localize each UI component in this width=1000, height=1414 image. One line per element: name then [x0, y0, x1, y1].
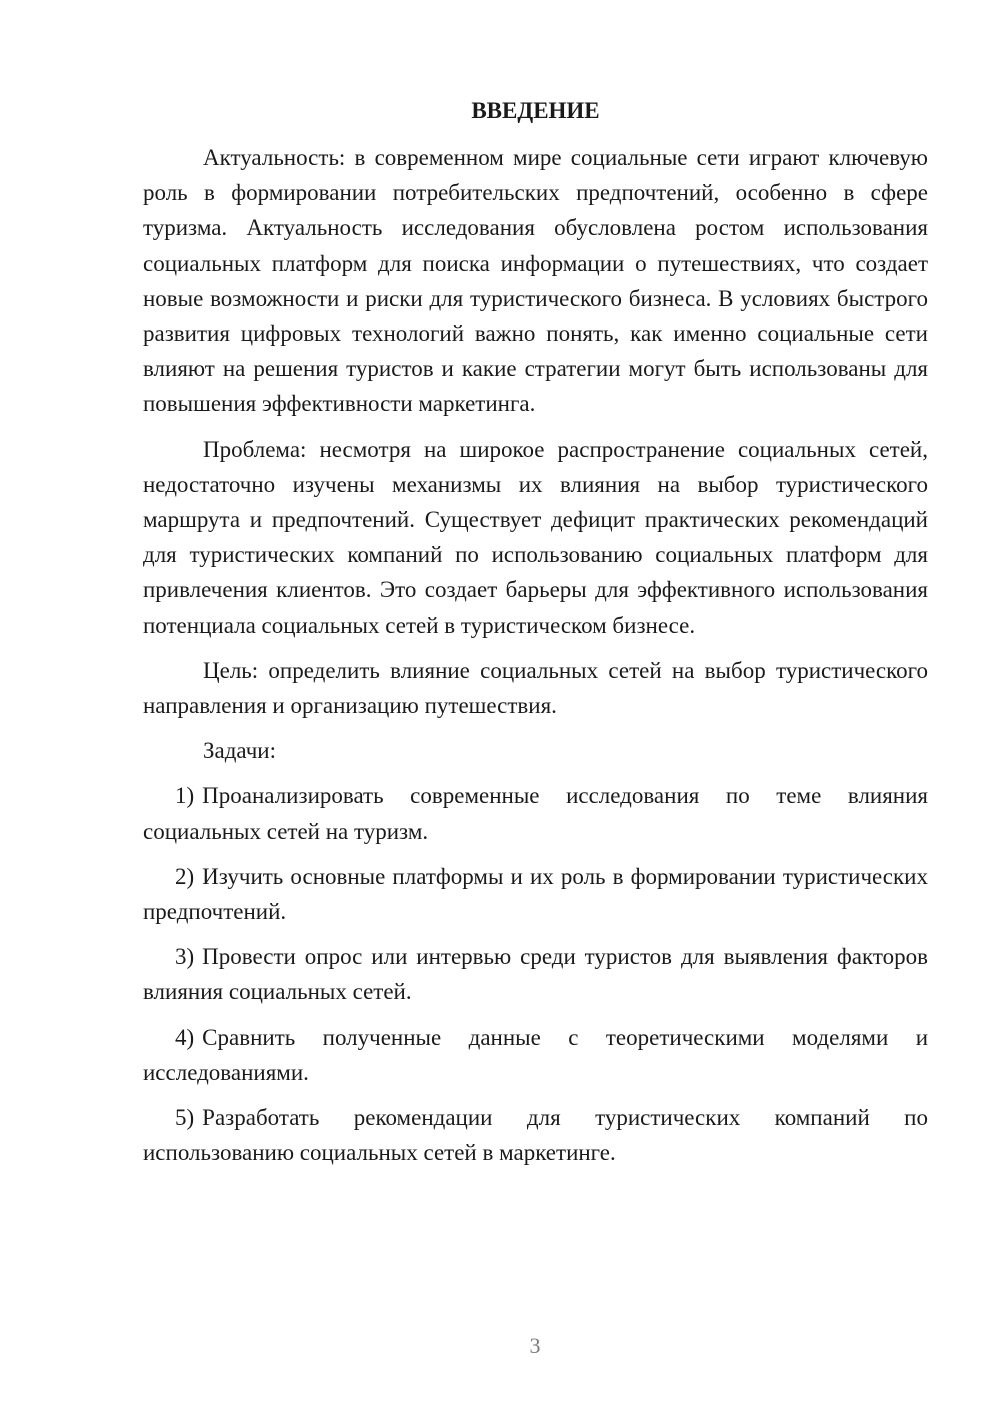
- task-item: [143, 859, 928, 929]
- task-number: 4): [175, 1024, 195, 1050]
- tasks-label: Задачи:: [203, 738, 276, 764]
- page-number: 3: [529, 1333, 541, 1358]
- task-text: Проанализировать современные исследования по теме влияния социальных сетей на туризм.: [143, 783, 928, 844]
- task-number: 5): [175, 1105, 195, 1131]
- section-heading: ВВЕДЕНИЕ: [471, 98, 600, 123]
- task-number: 3): [175, 944, 195, 970]
- task-item: [143, 778, 928, 848]
- task-item: [143, 939, 928, 1009]
- task-text: Изучить основные платформы и их роль в формировании туристических предпочтений.: [143, 863, 928, 925]
- task-text: Разработать рекомендации для туристических компаний по использованию социальных сетей в маркетинге.: [143, 1105, 928, 1166]
- task-item: [143, 1100, 928, 1170]
- relevance-paragraph: Актуальность: в современном мире социальные сети играют ключевую роль в формировании потребительских предпочтений, особенно в сфере туризма. Актуальность исследования обусловлена ростом использования социальных платформ для поиска информации о путешествиях, что создает новые возможности и риски для туристического бизнеса. В условиях быстрого развития цифровых технологий важно понять, как именно социальные сети влияют на решения туристов и какие стратегии могут быть использованы для повышения эффективности маркетинга.: [143, 145, 928, 417]
- task-text: Сравнить полученные данные с теоретическими моделями и исследованиями.: [143, 1024, 928, 1085]
- task-text: Провести опрос или интервью среди туристов для выявления факторов влияния социальных сетей.: [143, 944, 928, 1005]
- task-item: [143, 1020, 928, 1090]
- document-body: [143, 96, 928, 1180]
- problem-paragraph: Проблема: несмотря на широкое распространение социальных сетей, недостаточно изучены механизмы их влияния на выбор туристического маршрута и предпочтений. Существует дефицит практических рекомендаций для туристических компаний по использованию социальных платформ для привлечения клиентов. Это создает барьеры для эффективного использования потенциала социальных сетей в туристическом бизнесе.: [143, 436, 928, 638]
- task-number: 1): [175, 783, 195, 809]
- task-number: 2): [175, 863, 195, 889]
- goal-paragraph: Цель: определить влияние социальных сетей на выбор туристического направления и организацию путешествия.: [143, 657, 928, 719]
